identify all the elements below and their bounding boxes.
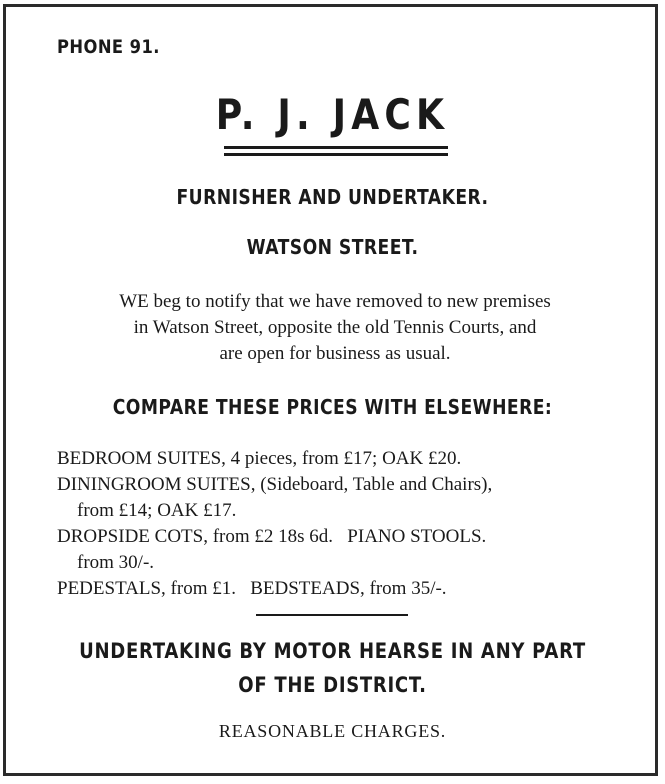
- compare-prices-heading: COMPARE THESE PRICES WITH ELSEWHERE:: [112, 395, 553, 419]
- notice-line: in Watson Street, opposite the old Tennis Courts, and: [133, 317, 537, 338]
- price-line: from £14; OAK £17.: [77, 500, 237, 521]
- trade-heading: FURNISHER AND UNDERTAKER.: [176, 185, 489, 209]
- price-line: DININGROOM SUITES, (Sideboard, Table and Chairs),: [57, 474, 493, 495]
- hearse-service-heading: [47, 634, 619, 702]
- price-line: DROPSIDE COTS, from £2 18s 6d. PIANO STOOLS.: [57, 526, 487, 547]
- title-underline-bottom: [224, 153, 448, 156]
- relocation-notice: [40, 289, 630, 367]
- hearse-line: OF THE DISTRICT.: [238, 673, 427, 697]
- price-line: BEDROOM SUITES, 4 pieces, from £17; OAK £20.: [57, 448, 462, 469]
- price-list: [57, 446, 627, 602]
- notice-line: are open for business as usual.: [219, 343, 451, 364]
- title-underline-top: [224, 146, 448, 149]
- price-line: from 30/-.: [77, 552, 155, 573]
- price-line: PEDESTALS, from £1. BEDSTEADS, from 35/-.: [57, 578, 447, 599]
- notice-line: WE beg to notify that we have removed to new premises: [119, 291, 551, 312]
- business-name-heading: P. J. JACK: [215, 90, 450, 139]
- phone-number: PHONE 91.: [57, 36, 160, 58]
- section-divider: [256, 614, 408, 616]
- charges-note: REASONABLE CHARGES.: [218, 721, 447, 741]
- street-heading: WATSON STREET.: [246, 235, 419, 259]
- hearse-line: UNDERTAKING BY MOTOR HEARSE IN ANY PART: [79, 639, 586, 663]
